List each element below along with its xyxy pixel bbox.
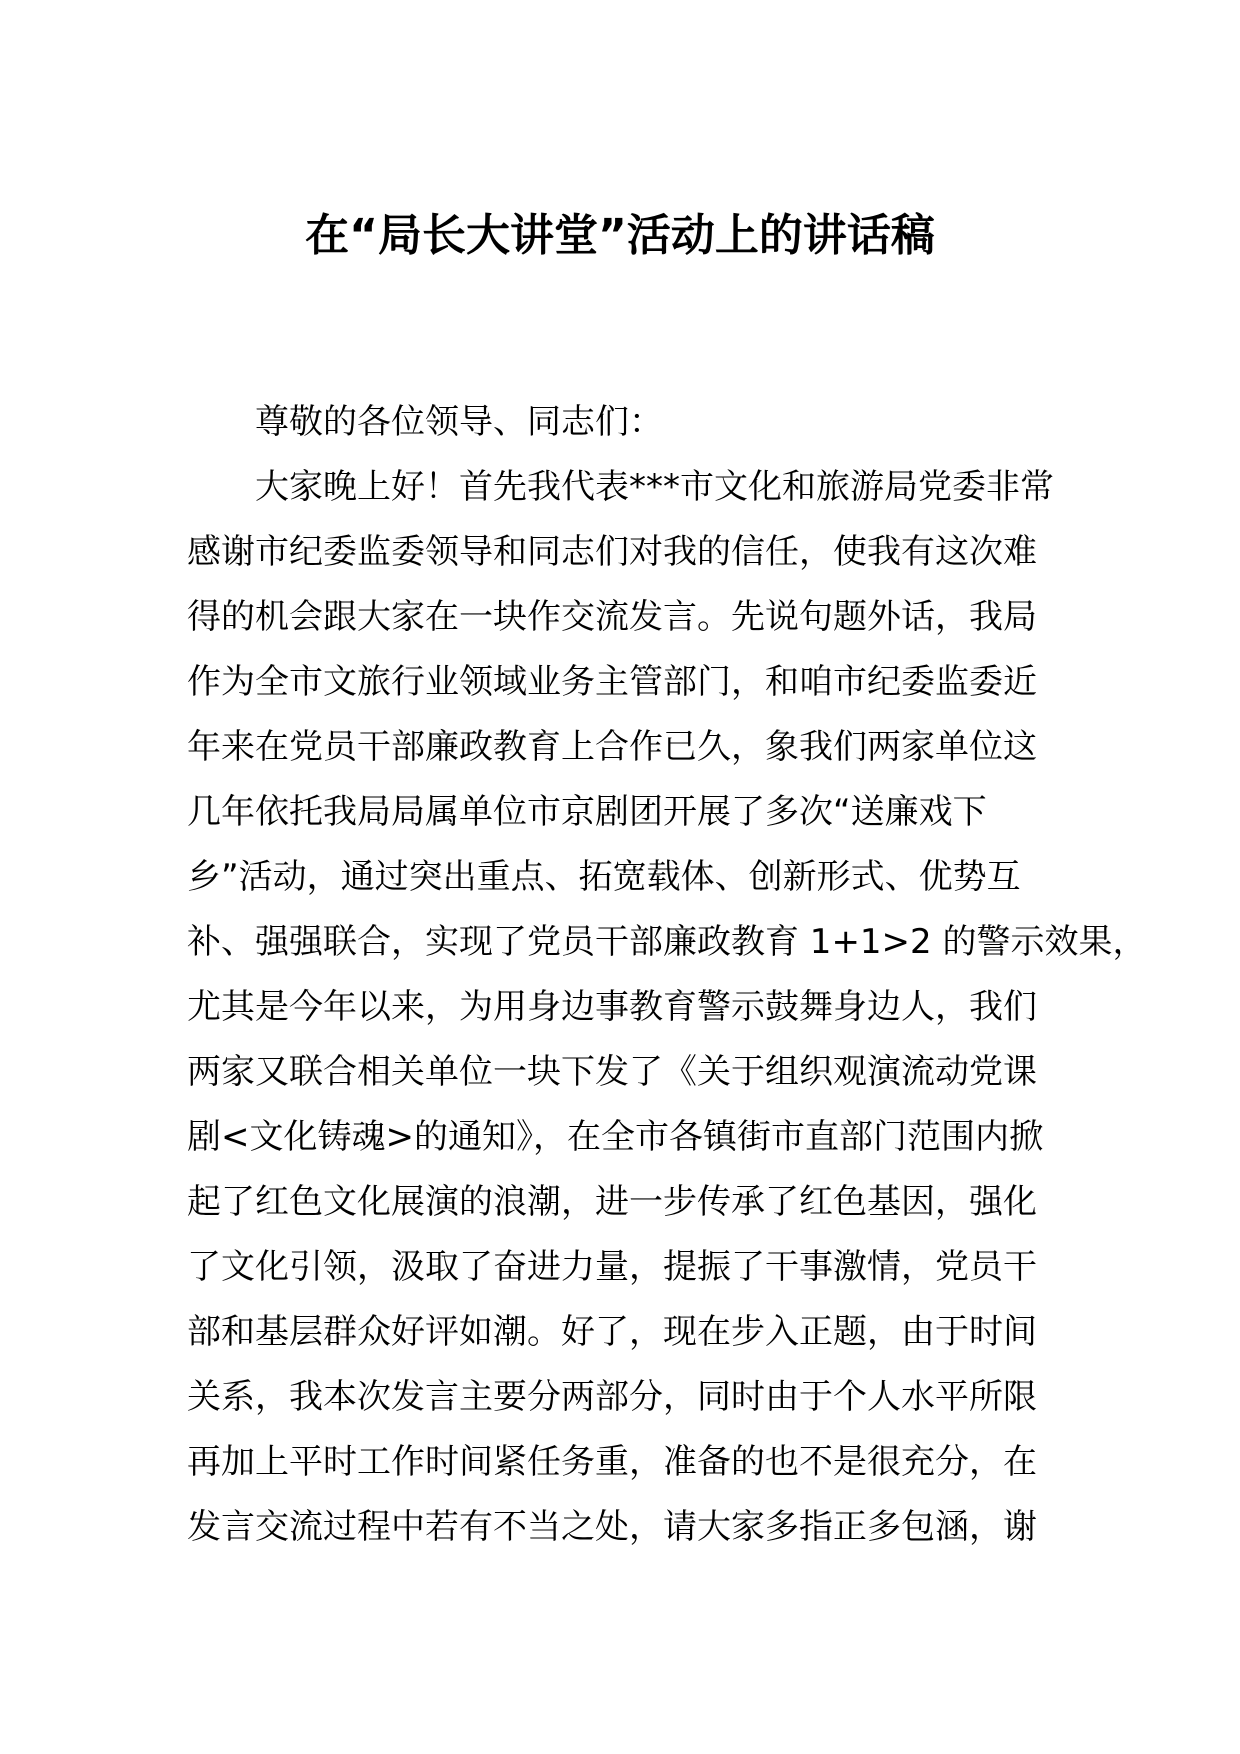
paragraph-line: 年来在党员干部廉政教育上合作已久，象我们两家单位这 — [187, 727, 1037, 767]
paragraph-line: 再加上平时工作时间紧任务重，准备的也不是很充分，在 — [187, 1442, 1037, 1482]
paragraph-line: 乡”活动，通过突出重点、拓宽载体、创新形式、优势互 — [187, 857, 1021, 897]
paragraph-line: 得的机会跟大家在一块作交流发言。先说句题外话，我局 — [187, 597, 1037, 637]
paragraph-line: 关系，我本次发言主要分两部分，同时由于个人水平所限 — [187, 1377, 1037, 1417]
paragraph-line: 尤其是今年以来，为用身边事教育警示鼓舞身边人，我们 — [187, 987, 1037, 1027]
paragraph-line: 了文化引领，汲取了奋进力量，提振了干事激情，党员干 — [187, 1247, 1037, 1287]
paragraph-line: 大家晚上好！首先我代表***市文化和旅游局党委非常 — [255, 467, 1054, 507]
paragraph-line: 作为全市文旅行业领域业务主管部门，和咱市纪委监委近 — [187, 662, 1037, 702]
paragraph-line: 几年依托我局局属单位市京剧团开展了多次“送廉戏下 — [187, 792, 987, 832]
paragraph-line: 起了红色文化展演的浪潮，进一步传承了红色基因，强化 — [187, 1182, 1037, 1222]
document-body — [187, 390, 1147, 1560]
paragraph-line: 发言交流过程中若有不当之处，请大家多指正多包涵，谢 — [187, 1507, 1037, 1547]
paragraph-line: 补、强强联合，实现了党员干部廉政教育 1+1>2 的警示效果， — [187, 922, 1147, 962]
salutation: 尊敬的各位领导、同志们： — [255, 402, 663, 442]
paragraph-line: 感谢市纪委监委领导和同志们对我的信任，使我有这次难 — [187, 532, 1037, 572]
paragraph-line: 两家又联合相关单位一块下发了《关于组织观演流动党课 — [187, 1052, 1037, 1092]
paragraph-line: 部和基层群众好评如潮。好了，现在步入正题，由于时间 — [187, 1312, 1037, 1352]
document-title: 在“局长大讲堂”活动上的讲话稿 — [305, 210, 935, 261]
paragraph-line: 剧<文化铸魂>的通知》，在全市各镇街市直部门范围内掀 — [187, 1117, 1043, 1157]
